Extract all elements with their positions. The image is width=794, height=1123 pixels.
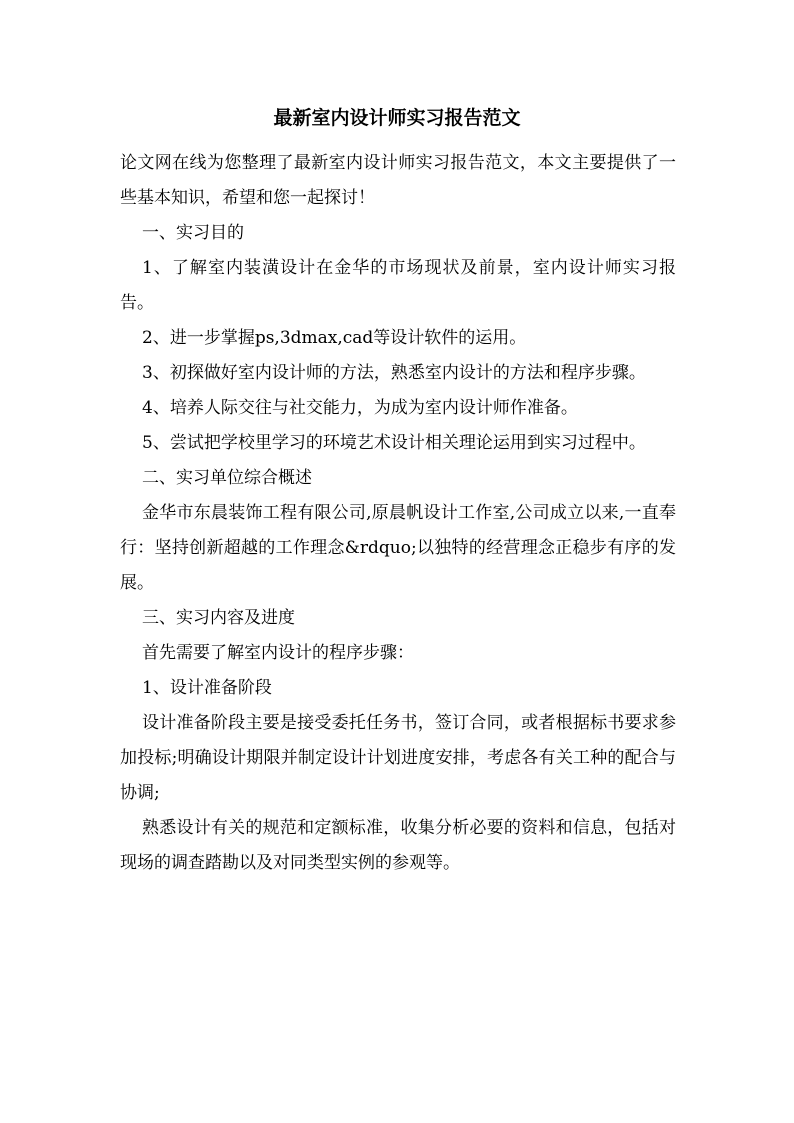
paragraph: 1、了解室内装潢设计在金华的市场现状及前景，室内设计师实习报告。 [120,258,676,313]
paragraph: 设计准备阶段主要是接受委托任务书，签订合同，或者根据标书要求参加投标;明确设计期限并制定设计计划进度安排，考虑各有关工种的配合与协调; [120,713,676,803]
paragraph: 三、实习内容及进度 [142,608,295,628]
paragraph: 2、进一步掌握ps,3dmax,cad等设计软件的运用。 [142,328,527,348]
paragraph: 熟悉设计有关的规范和定额标准，收集分析必要的资料和信息，包括对现场的调查踏勘以及对同类型实例的参观等。 [120,818,676,873]
document-title: 最新室内设计师实习报告范文 [273,107,521,129]
document-body [120,146,676,881]
paragraph: 金华市东晨装饰工程有限公司,原晨帆设计工作室,公司成立以来,一直奉行：坚持创新超越的工作理念&rdquo;以独特的经营理念正稳步有序的发展。 [120,503,676,593]
paragraph: 二、实习单位综合概述 [142,468,312,488]
paragraph: 4、培养人际交往与社交能力，为成为室内设计师作准备。 [142,398,578,418]
paragraph: 论文网在线为您整理了最新室内设计师实习报告范文，本文主要提供了一些基本知识，希望和您一起探讨！ [120,153,676,208]
paragraph: 5、尝试把学校里学习的环境艺术设计相关理论运用到实习过程中。 [142,433,646,453]
paragraph: 首先需要了解室内设计的程序步骤： [142,643,414,663]
paragraph: 3、初探做好室内设计师的方法，熟悉室内设计的方法和程序步骤。 [142,363,646,383]
paragraph: 一、实习目的 [142,223,244,243]
paragraph: 1、设计准备阶段 [142,678,272,698]
